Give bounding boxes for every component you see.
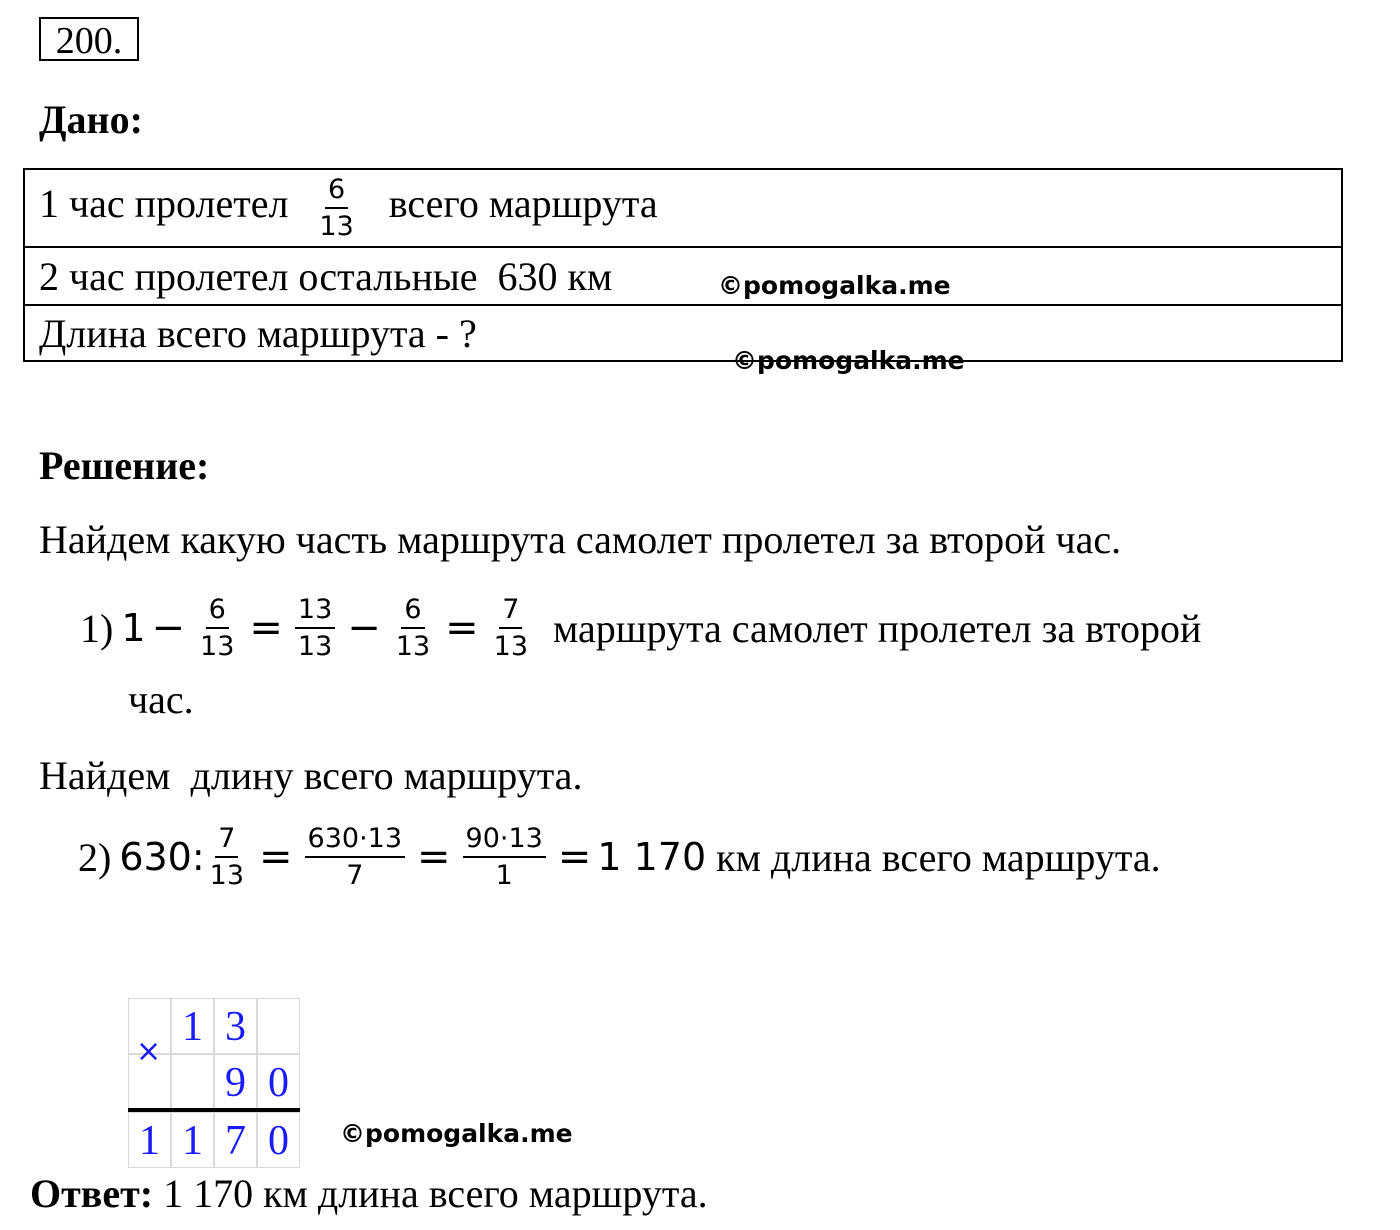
fraction-denominator: 13 — [319, 211, 354, 242]
digit: 1 — [171, 1112, 214, 1168]
given-row-2 — [24, 247, 1342, 305]
solution-intro-2: Найдем длину всего маршрута. — [39, 753, 583, 798]
fraction: $\frac{6}{13}$ — [200, 594, 235, 663]
step-2 — [78, 823, 1161, 891]
step-1-one: 1 — [121, 606, 146, 651]
fraction: $\frac{13}{13}$ — [295, 594, 335, 662]
given-row-2-text: 2 час пролетел остальные 630 км — [24, 247, 1342, 305]
solution-intro-1: Найдем какую часть маршрута самолет пролетел за второй час. — [39, 517, 1122, 562]
equals-sign: = — [249, 605, 283, 652]
solution-heading: Решение: — [39, 443, 210, 488]
given-row-1-before: 1 час пролетел — [39, 181, 289, 227]
multiply-sign: × — [136, 1034, 162, 1069]
step-1 — [80, 594, 1201, 662]
given-row-1-after: всего маршрута — [388, 181, 658, 227]
digit: 9 — [214, 1054, 257, 1110]
given-heading: Дано: — [39, 97, 143, 142]
equals-sign: = — [557, 834, 592, 881]
step-2-text: км длина всего маршрута. — [716, 834, 1161, 880]
fraction: $\frac{630\cdot 13}{7}$ — [305, 823, 405, 891]
step-2-label: 2) — [78, 834, 112, 880]
equals-sign: = — [259, 834, 293, 881]
equals-sign: = — [445, 605, 479, 652]
digit: 7 — [214, 1112, 257, 1168]
digit: 0 — [257, 1054, 300, 1110]
minus-sign: − — [347, 605, 381, 652]
fraction: $\frac{7}{13}$ — [209, 823, 245, 892]
given-row-3-text: Длина всего маршрута - ? — [24, 305, 1342, 361]
minus-sign: − — [151, 605, 186, 652]
fraction: $\frac{7}{13}$ — [493, 594, 529, 663]
answer-label: Ответ: — [30, 1171, 154, 1216]
fraction: $\frac{6}{13}$ — [395, 594, 431, 663]
digit: 0 — [257, 1112, 300, 1168]
equals-sign: = — [417, 834, 451, 881]
given-row-1 — [24, 169, 1342, 247]
watermark: ©pomogalka.me — [340, 1119, 573, 1148]
fraction — [316, 174, 356, 242]
given-row-3 — [24, 305, 1342, 361]
answer-text: 1 170 км длина всего маршрута. — [163, 1171, 708, 1216]
digit — [257, 998, 300, 1054]
given-table — [23, 168, 1343, 362]
step-2-lead: 630: — [119, 835, 205, 880]
digit: 1 — [128, 1112, 171, 1168]
digit: 3 — [214, 998, 257, 1054]
watermark: ©pomogalka.me — [732, 346, 965, 375]
step-2-result: 1 170 — [597, 835, 707, 880]
step-1-text-continuation: час. — [128, 677, 194, 722]
fraction-numerator: 6 — [325, 174, 348, 209]
task-number: 200. — [39, 17, 139, 61]
digit: 1 — [171, 998, 214, 1054]
step-1-label: 1) — [80, 605, 114, 651]
answer — [30, 1170, 708, 1217]
step-1-text: маршрута самолет пролетел за второй — [553, 605, 1202, 651]
digit — [171, 1054, 214, 1110]
fraction: $\frac{90\cdot 13}{1}$ — [463, 823, 546, 891]
watermark: ©pomogalka.me — [718, 271, 951, 300]
